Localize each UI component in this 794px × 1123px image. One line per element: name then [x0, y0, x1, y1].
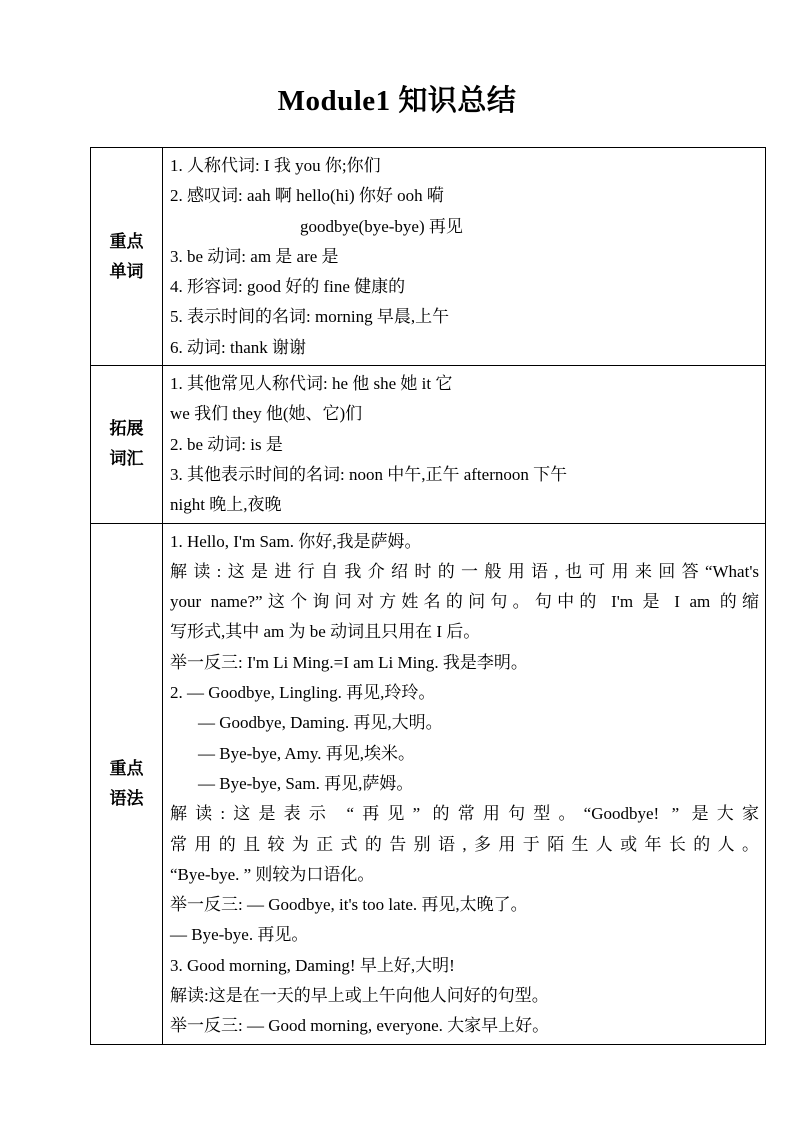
content-line: — Bye-bye, Amy. 再见,埃米。	[198, 743, 416, 763]
content-line: 4. 形容词: good 好的 fine 健康的	[170, 277, 406, 297]
content-line: “Bye-bye. ” 则较为口语化。	[170, 864, 375, 884]
content-line: your name?”这个询问对方姓名的问句。句中的 I'm 是 I am 的缩	[170, 592, 759, 612]
section-content	[163, 523, 766, 1044]
content-line: 1. Hello, I'm Sam. 你好,我是萨姆。	[170, 531, 422, 551]
content-line: 2. 感叹词: aah 啊 hello(hi) 你好 ooh 嗬	[170, 186, 444, 206]
label-line: 语法	[109, 788, 144, 808]
content-line: 1. 人称代词: I 我 you 你;你们	[170, 156, 381, 175]
content-line: — Bye-bye. 再见。	[170, 925, 309, 945]
label-line: 重点	[109, 231, 144, 251]
content-line: 6. 动词: thank 谢谢	[170, 337, 306, 357]
section-row-key-grammar	[91, 523, 766, 1044]
label-line: 单词	[109, 261, 144, 281]
section-label	[91, 523, 163, 1044]
content-line: — Goodbye, Daming. 再见,大明。	[198, 713, 443, 733]
content-line: 解读:这是在一天的早上或上午向他人问好的句型。	[170, 986, 549, 1006]
label-line: 词汇	[109, 449, 144, 469]
section-content	[163, 148, 766, 366]
content-line: 5. 表示时间的名词: morning 早晨,上午	[170, 307, 450, 327]
content-line: 3. be 动词: am 是 are 是	[170, 246, 339, 266]
content-line: we 我们 they 他(她、它)们	[170, 404, 363, 424]
content-line: 举一反三: — Good morning, everyone. 大家早上好。	[170, 1016, 550, 1036]
page-title: Module1 知识总结	[277, 85, 517, 117]
knowledge-table	[90, 147, 766, 1045]
content-line: 常用的且较为正式的告别语,多用于陌生人或年长的人。	[170, 834, 759, 854]
section-label	[91, 148, 163, 366]
content-line: 3. 其他表示时间的名词: noon 中午,正午 afternoon 下午	[170, 464, 568, 484]
content-line: 解读:这是进行自我介绍时的一般用语,也可用来回答“What's	[170, 561, 759, 581]
label-line: 拓展	[109, 419, 144, 439]
content-line: goodbye(bye-bye) 再见	[300, 216, 463, 236]
content-line: night 晚上,夜晚	[170, 495, 282, 515]
content-line: 2. be 动词: is 是	[170, 434, 283, 454]
content-line: 1. 其他常见人称代词: he 他 she 她 it 它	[170, 374, 453, 394]
label-line: 重点	[109, 758, 144, 778]
content-line: — Bye-bye, Sam. 再见,萨姆。	[198, 773, 414, 793]
content-line: 举一反三: I'm Li Ming.=I am Li Ming. 我是李明。	[170, 652, 528, 672]
content-line: 写形式,其中 am 为 be 动词且只用在 I 后。	[170, 622, 481, 642]
content-line: 举一反三: — Goodbye, it's too late. 再见,太晚了。	[170, 895, 528, 915]
section-row-key-words	[91, 148, 766, 366]
content-line: 2. — Goodbye, Lingling. 再见,玲玲。	[170, 683, 436, 703]
section-label	[91, 366, 163, 523]
content-line: 解读:这是表示 “再见” 的常用句型。“Goodbye! ” 是大家	[170, 804, 759, 824]
section-content	[163, 366, 766, 523]
content-line: 3. Good morning, Daming! 早上好,大明!	[170, 955, 455, 975]
section-row-extended-vocabulary	[91, 366, 766, 523]
